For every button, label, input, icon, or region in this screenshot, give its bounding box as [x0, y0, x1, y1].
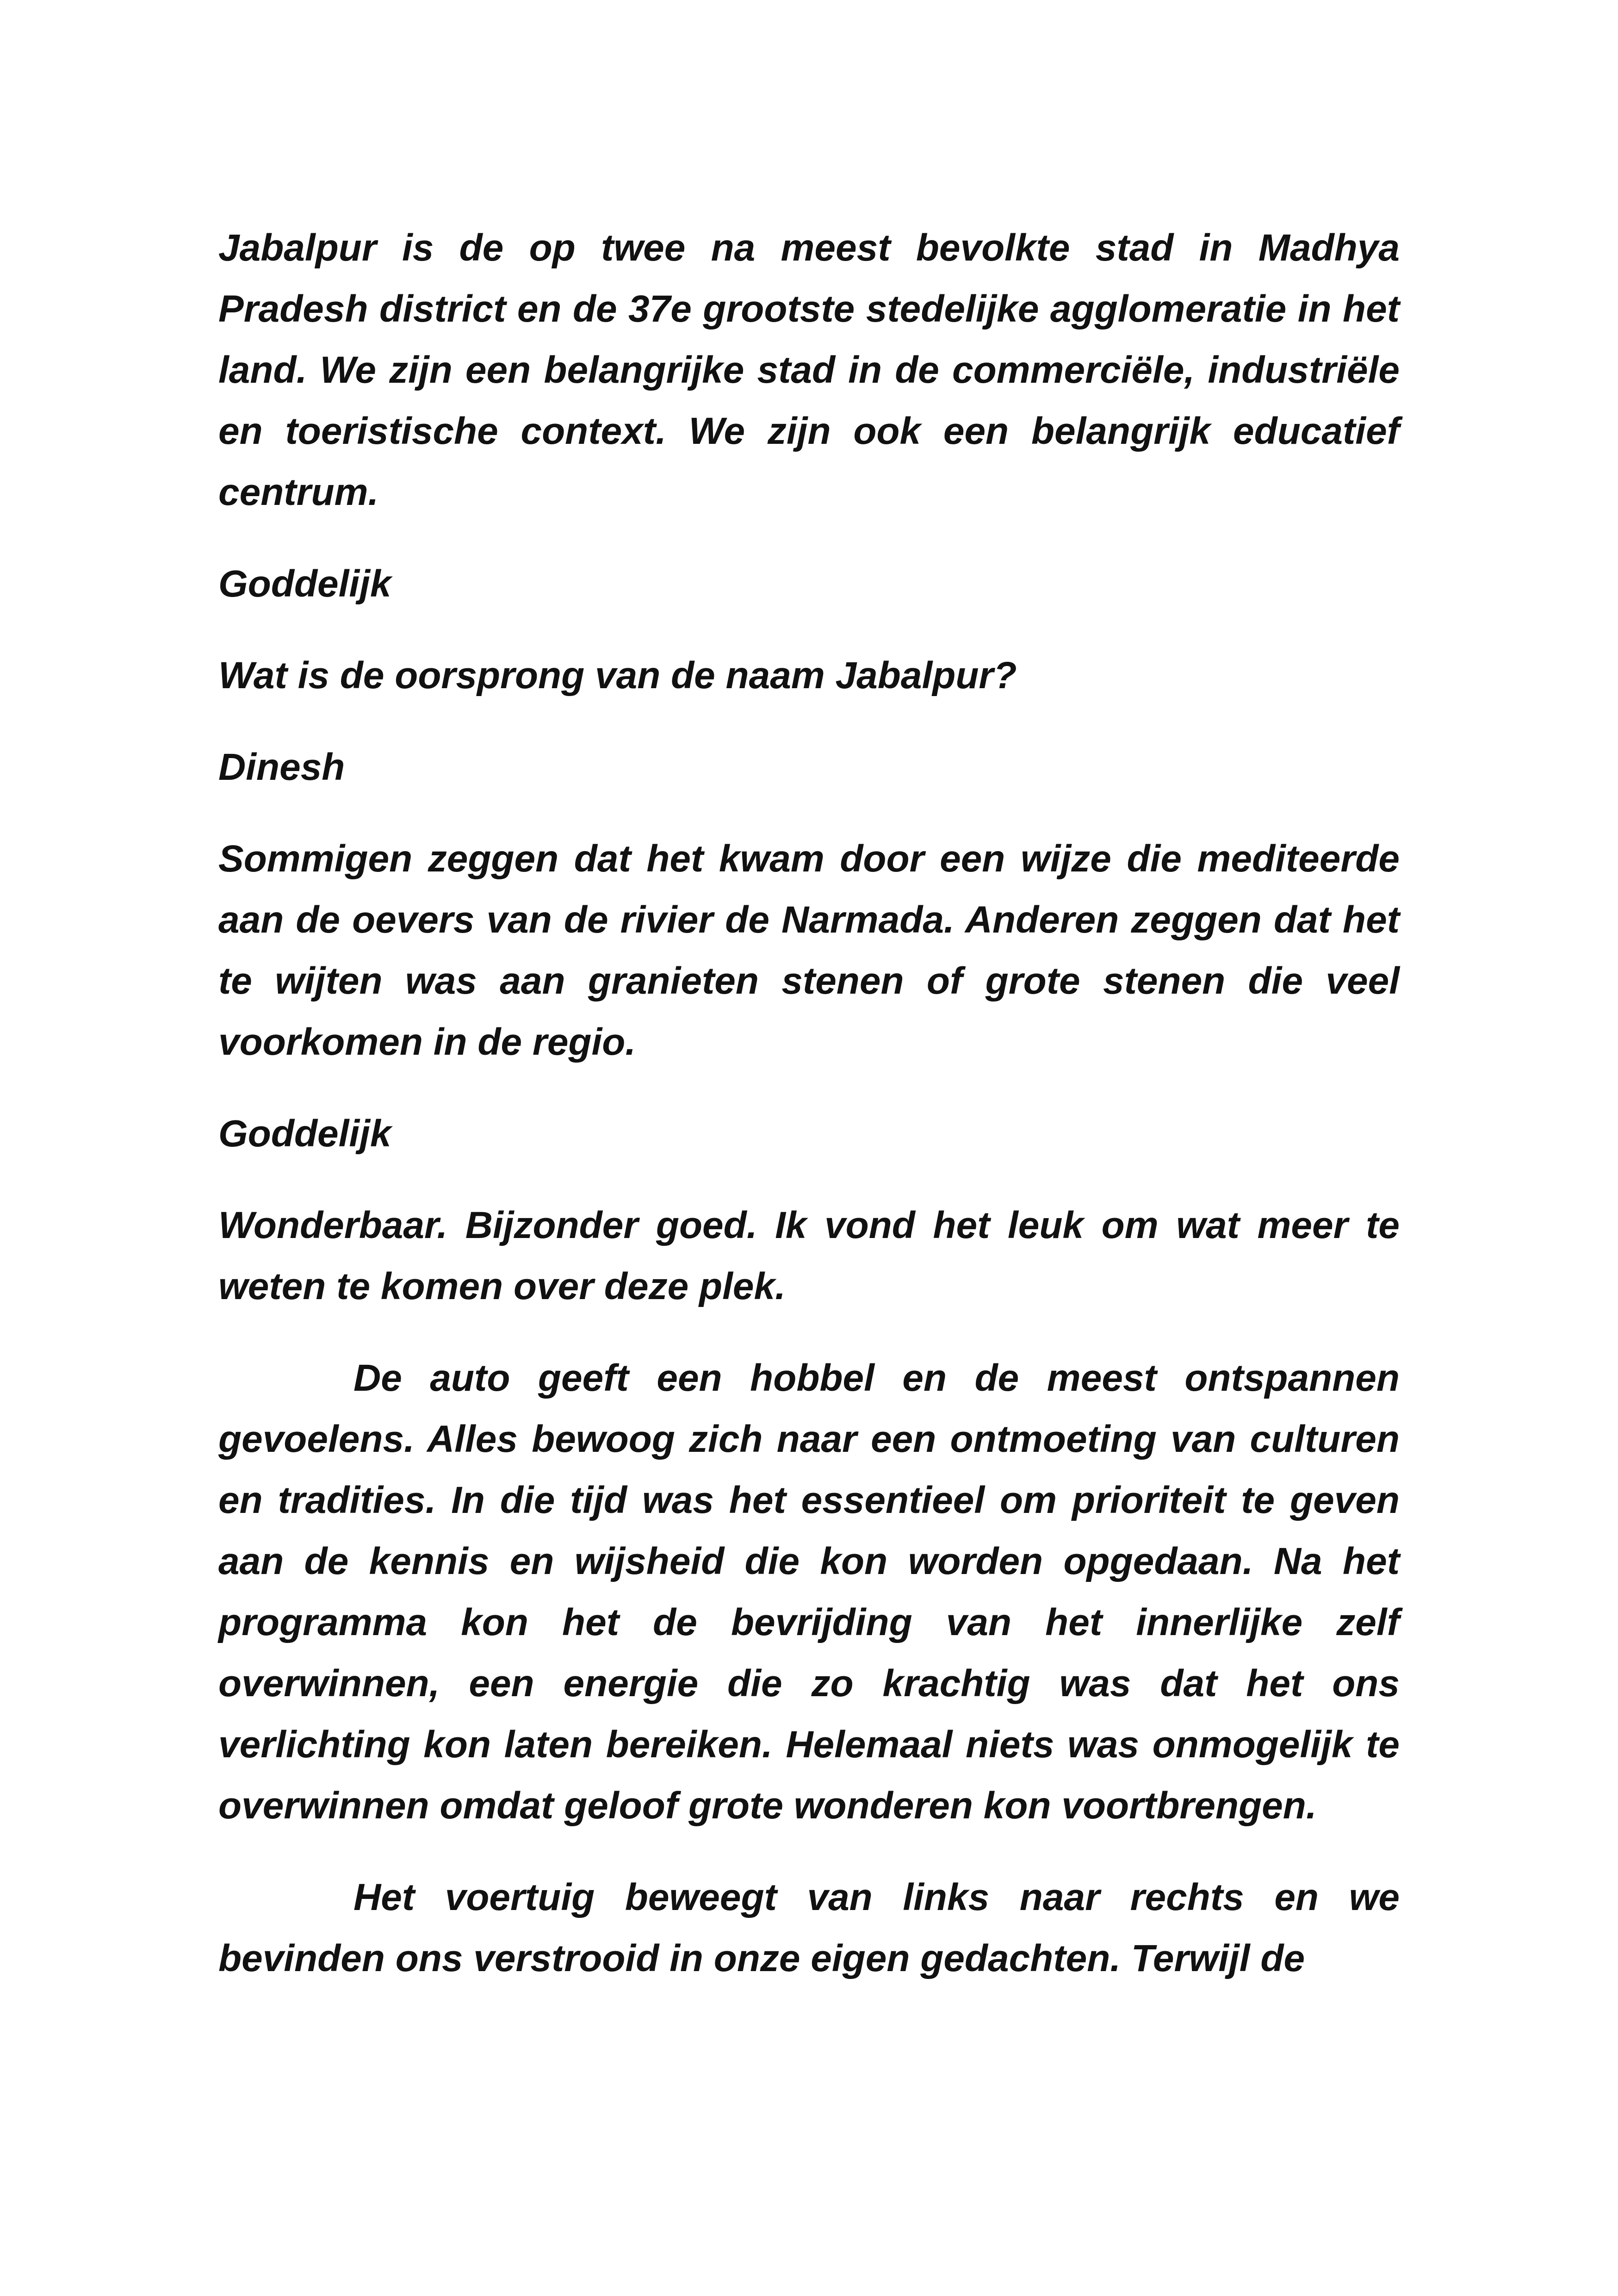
speaker-label-dinesh: Dinesh	[218, 746, 345, 788]
speaker-label-goddelijk: Goddelijk	[218, 563, 391, 605]
document-page	[218, 218, 1400, 2020]
paragraph-jabalpur-intro: Jabalpur is de op twee na meest bevolkte stad in Madhya Pradesh district en de 37e grootste stedelijke agglomeratie in het land. We zijn een belangrijke stad in de commerciële, industriële en toeristische context. We zijn ook een belangrijk educatief centrum.	[218, 227, 1400, 513]
paragraph-wonderbaar: Wonderbaar. Bijzonder goed. Ik vond het leuk om wat meer te weten te komen over deze plek.	[218, 1204, 1400, 1307]
paragraph-vehicle-moves: Het voertuig beweegt van links naar rechts en we bevinden ons verstrooid in onze eigen gedachten. Terwijl de	[218, 1876, 1400, 1979]
paragraph-car-journey: De auto geeft een hobbel en de meest ontspannen gevoelens. Alles bewoog zich naar een ontmoeting van culturen en tradities. In die tijd was het essentieel om prioriteit te geven aan de kennis en wijsheid die kon worden opgedaan. Na het programma kon het de bevrijding van het innerlijke zelf overwinnen, een energie die zo krachtig was dat het ons verlichting kon laten bereiken. Helemaal niets was onmogelijk te overwinnen omdat geloof grote wonderen kon voortbrengen.	[218, 1357, 1400, 1827]
question-name-origin: Wat is de oorsprong van de naam Jabalpur?	[218, 654, 1017, 697]
speaker-label-goddelijk-2: Goddelijk	[218, 1113, 391, 1155]
paragraph-name-origin-answer: Sommigen zeggen dat het kwam door een wijze die mediteerde aan de oevers van de rivier de Narmada. Anderen zeggen dat het te wijten was aan granieten stenen of grote stenen die veel voorkomen in de regio.	[218, 838, 1400, 1063]
